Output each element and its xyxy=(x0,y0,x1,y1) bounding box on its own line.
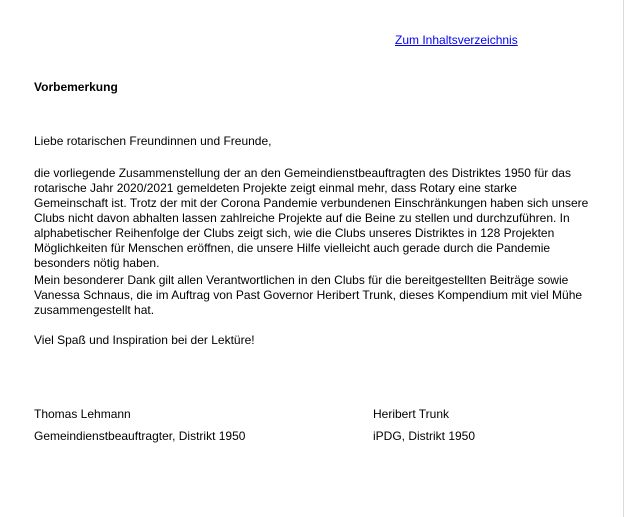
thanks-paragraph: Mein besonderer Dank gilt allen Verantwortlichen in den Clubs für die bereitgestellten Beiträge sowie Vanessa Schnaus, die im Auftrag von Past Governor Heribert Trunk, dieses Kompendium mit viel Mühe zusammengestellt hat. xyxy=(34,273,583,317)
closing-paragraph: Viel Spaß und Inspiration bei der Lektüre! xyxy=(34,333,255,347)
intro-paragraph: die vorliegende Zusammenstellung der an den Gemeindienstbeauftragten des Distriktes 1950 für das rotarische Jahr 2020/2021 gemeldeten Projekte zeigt einmal mehr, dass Rotary eine starke Gemeinschaft ist. Trotz der mit der Corona Pandemie verbundenen Einschränkungen haben sich unsere Clubs nicht davon abhalten lassen zahlreiche Projekte auf die Beine zu stellen und durchzuführen. In alphabetischer Reihenfolge der Clubs zeigt sich, wie die Clubs unseres Distriktes in 128 Projekten Möglichkeiten für Menschen eröffnen, die unsere Hilfe vielleicht auch gerade durch die Pandemie besonders nötig haben. xyxy=(34,166,589,270)
signature-left-name: Thomas Lehmann xyxy=(34,407,131,421)
greeting-paragraph: Liebe rotarischen Freundinnen und Freunde, xyxy=(34,134,272,148)
signature-right-name: Heribert Trunk xyxy=(373,407,450,421)
signature-left-role: Gemeindienstbeauftragter, Distrikt 1950 xyxy=(34,429,246,443)
signature-right-role: iPDG, Distrikt 1950 xyxy=(373,429,476,443)
table-of-contents-link[interactable]: Zum Inhaltsverzeichnis xyxy=(395,33,518,47)
section-heading: Vorbemerkung xyxy=(34,80,118,94)
